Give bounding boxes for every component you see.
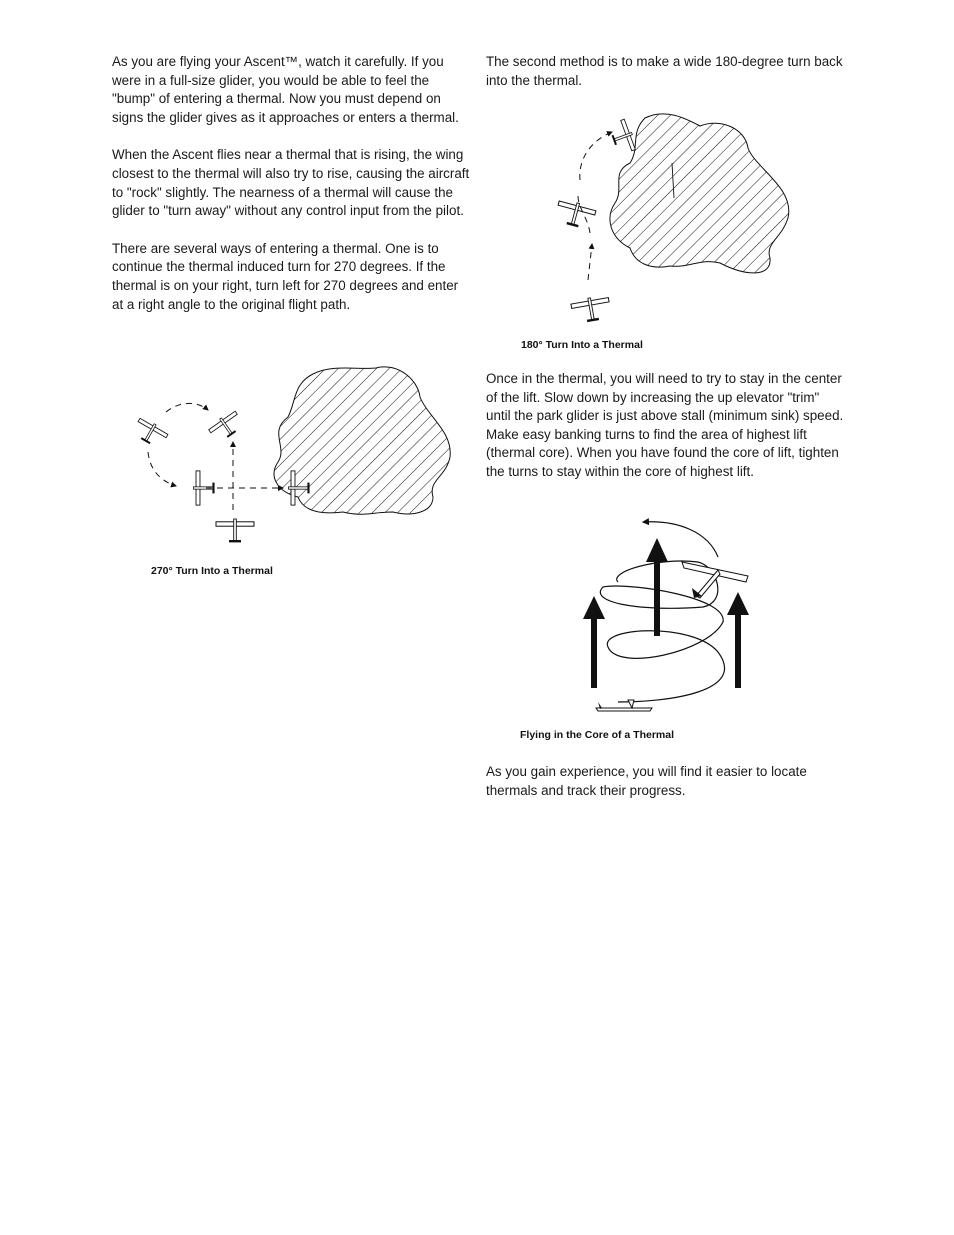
right-text-core [486,370,846,501]
caption-core: Flying in the Core of a Thermal [520,729,675,741]
spiral-path [600,561,724,702]
caption-270: 270° Turn Into a Thermal [151,565,273,577]
paragraph-270-method: There are several ways of entering a thermal. One is to continue the thermal induced turn for 270 degrees. If the thermal is on your right, turn left for 270 degrees and enter at a right angle to the original flight path. [112,240,459,312]
figure-core-thermal [578,512,758,717]
paragraph-rock: When the Ascent flies near a thermal that is rising, the wing closest to the thermal will also try to rise, causing the aircraft to "rock" slightly. The nearness of a thermal will cause the glider to "turn away" without any control input from the pilot. [112,147,470,219]
figure-270-turn [128,362,458,557]
thermal-cloud [610,114,789,273]
caption-180: 180° Turn Into a Thermal [521,339,643,351]
right-text-experience [486,763,846,819]
left-text-column [112,53,472,333]
thermal-cloud [274,367,450,514]
paragraph-experience: As you gain experience, you will find it easier to locate thermals and track their progress. [486,764,807,798]
paragraph-180-method: The second method is to make a wide 180-degree turn back into the thermal. [486,54,843,88]
paragraph-core: Once in the thermal, you will need to try to stay in the center of the lift. Slow down by increasing the up elevator "trim" until the park glider is just above stall (minimum sink) speed. Make easy banking turns to find the area of highest lift (thermal core). When you have found the core of lift, tighten the turns to stay within the core of highest lift. [486,371,844,479]
right-text-column [486,53,846,109]
paragraph-intro: As you are flying your Ascent™, watch it carefully. If you were in a full-size glider, you would be able to feel the "bump" of entering a thermal. Now you must depend on signs the glider gives as it approaches or enters a thermal. [112,54,459,125]
figure-180-turn [550,108,800,333]
